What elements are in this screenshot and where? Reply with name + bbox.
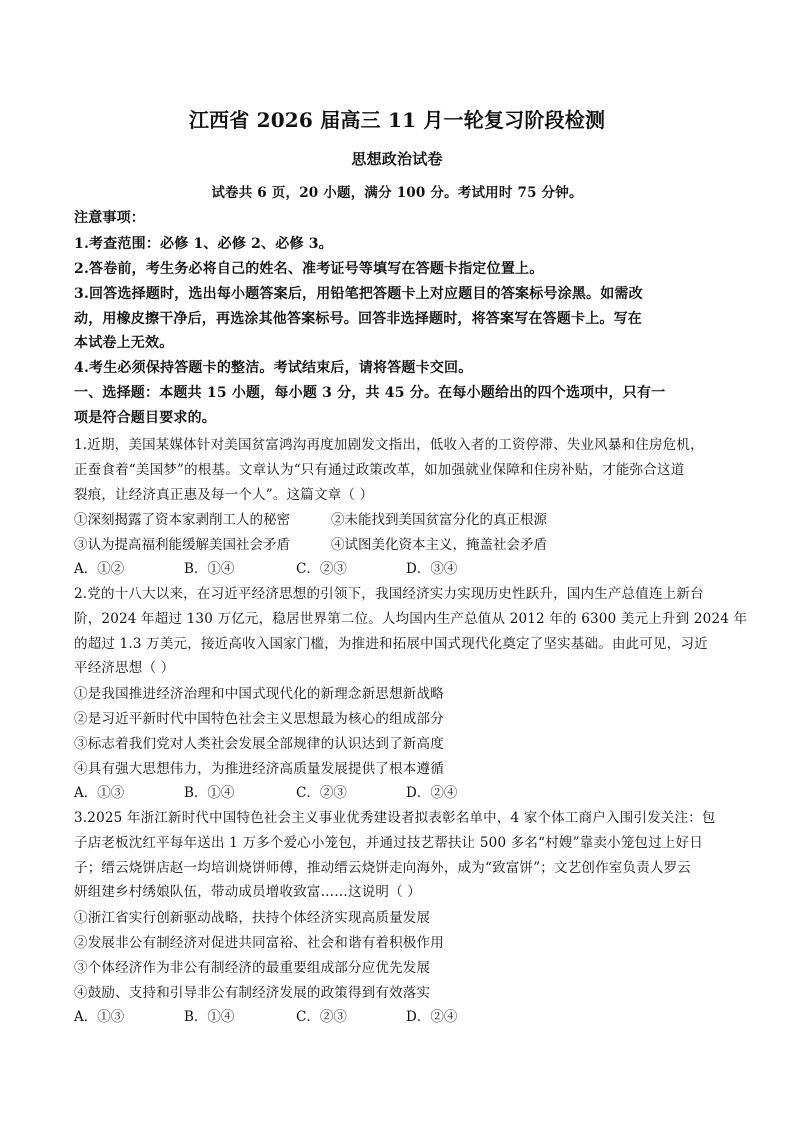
q2-stem-line-3: 的超过 1.3 万美元，接近高收入国家门槛，为推进和拓展中国式现代化奠定了坚实基础。由此可见，习近	[74, 636, 708, 652]
q2-stem-line-2: 阶，2024 年超过 130 万亿元，稳居世界第二位。人均国内生产总值从 2012 年的 6300 美元上升到 2024 年	[74, 611, 748, 627]
notice-item-1: 1.考查范围：必修 1、必修 2、必修 3。	[74, 236, 333, 252]
q2-stem-line-1: 2.党的十八大以来，在习近平经济思想的引领下，我国经济实力实现历史性跃升，国内生产总值连上新台	[74, 586, 704, 602]
q3-stem-line-3: 子；缙云烧饼店赵一均培训烧饼师傅，推动缙云烧饼走向海外，成为“致富饼”；文艺创作室负责人罗云	[74, 860, 692, 876]
q2-statement-4: ④具有强大思想伟力，为推进经济高质量发展提供了根本遵循	[74, 761, 444, 777]
exam-title: 江西省 2026 届高三 11 月一轮复习阶段检测	[188, 108, 606, 132]
q2-option-a: A．①③	[74, 785, 125, 801]
q2-stem-line-4: 平经济思想（ ）	[74, 660, 175, 676]
q3-statement-3: ③个体经济作为非公有制经济的最重要组成部分应优先发展	[74, 960, 431, 976]
q3-option-b: B．①④	[184, 1009, 235, 1025]
notice-item-3-line-3: 本试卷上无效。	[74, 335, 174, 351]
q2-statement-1: ①是我国推进经济治理和中国式现代化的新理念新思想新战略	[74, 686, 444, 702]
q3-stem-line-2: 子店老板沈红平每年送出 1 万多个爱心小笼包，并通过技艺帮扶让 500 多名“村嫂”靠卖小笼包过上好日	[74, 835, 704, 851]
q1-stem-line-3: 裂痕，让经济真正惠及每一个人”。这篇文章（ ）	[74, 487, 374, 503]
q3-statement-4: ④鼓励、支持和引导非公有制经济发展的政策得到有效落实	[74, 985, 431, 1001]
q1-statement-2: ②未能找到美国贫富分化的真正根源	[331, 512, 547, 528]
q2-option-c: C．②③	[296, 785, 347, 801]
q1-option-d: D．③④	[406, 561, 458, 577]
exam-info: 试卷共 6 页，20 小题，满分 100 分。考试用时 75 分钟。	[211, 185, 583, 201]
q3-statement-1: ①浙江省实行创新驱动战略，扶持个体经济实现高质量发展	[74, 910, 431, 926]
q2-statement-2: ②是习近平新时代中国特色社会主义思想最为核心的组成部分	[74, 711, 444, 727]
q3-option-a: A．①③	[74, 1009, 125, 1025]
q1-statement-4: ④试图美化资本主义，掩盖社会矛盾	[331, 537, 547, 553]
q1-stem-line-1: 1.近期，美国某媒体针对美国贫富鸿沟再度加剧发文指出，低收入者的工资停滞、失业风暴和住房危机，	[74, 437, 704, 453]
q1-option-b: B．①④	[184, 561, 235, 577]
notice-heading: 注意事项：	[74, 210, 145, 226]
q3-statement-2: ②发展非公有制经济对促进共同富裕、社会和谐有着积极作用	[74, 935, 444, 951]
q3-option-c: C．②③	[296, 1009, 347, 1025]
q1-option-c: C．②③	[296, 561, 347, 577]
section-1-heading-line-1: 一、选择题：本题共 15 小题，每小题 3 分，共 45 分。在每小题给出的四个选项中，只有一	[74, 385, 666, 401]
q1-statement-3: ③认为提高福利能缓解美国社会矛盾	[74, 537, 290, 553]
q3-stem-line-1: 3.2025 年浙江新时代中国特色社会主义事业优秀建设者拟表彰名单中，4 家个体工商户入围引发关注：包	[74, 810, 716, 826]
q3-option-d: D．②④	[406, 1009, 458, 1025]
q1-statement-1: ①深刻揭露了资本家剥削工人的秘密	[74, 512, 290, 528]
notice-item-3-line-1: 3.回答选择题时，选出每小题答案后，用铅笔把答题卡上对应题目的答案标号涂黑。如需改	[74, 286, 643, 302]
q2-option-d: D．②④	[406, 785, 458, 801]
section-1-heading-line-2: 项是符合题目要求的。	[74, 410, 216, 426]
notice-item-4: 4.考生必须保持答题卡的整洁。考试结束后，请将答题卡交回。	[74, 360, 473, 376]
q1-stem-line-2: 正蚕食着“美国梦”的根基。文章认为“只有通过政策改革，如加强就业保障和住房补贴，才能弥合这道	[74, 462, 685, 478]
q2-statement-3: ③标志着我们党对人类社会发展全部规律的认识达到了新高度	[74, 736, 444, 752]
notice-item-3-line-2: 动，用橡皮擦干净后，再选涂其他答案标号。回答非选择题时，将答案写在答题卡上。写在	[74, 311, 642, 327]
q3-stem-line-4: 妍组建乡村绣娘队伍，带动成员增收致富……这说明（ ）	[74, 884, 421, 900]
q2-option-b: B．①④	[184, 785, 235, 801]
notice-item-2: 2.答卷前，考生务必将自己的姓名、准考证号等填写在答题卡指定位置上。	[74, 261, 544, 277]
exam-subject: 思想政治试卷	[351, 150, 443, 168]
q1-option-a: A．①②	[74, 561, 125, 577]
